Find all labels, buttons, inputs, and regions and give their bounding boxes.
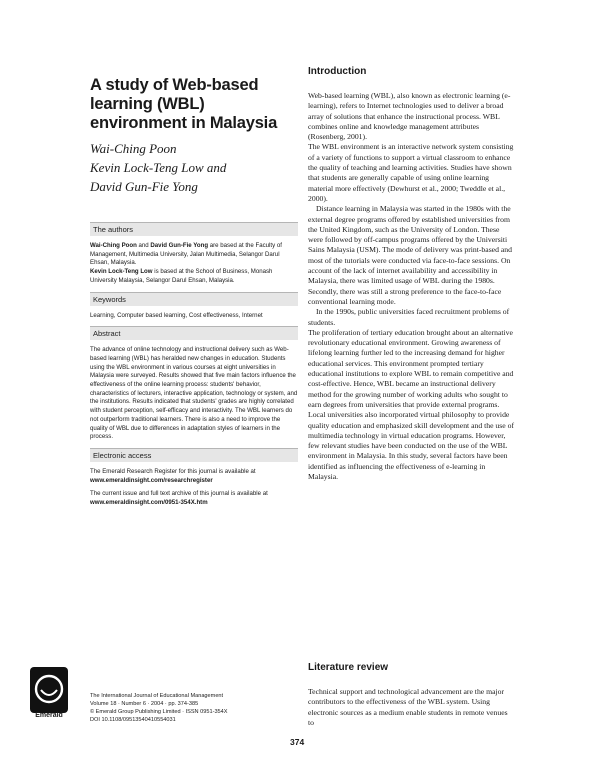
- journal-name: The International Journal of Educational Management: [90, 693, 224, 699]
- intro-paragraph: Distance learning in Malaysia was started in the 1980s with the external degree programs offered by established universities from the United Kingdom, such as the University of London. These were followed by off-campus programs offered by the Universiti Sains Malaysia (USM). The mode of delivery was print-based and most of the tutorials were conducted via face-to-face sessions. On account of the lack of internet availability and accessibility in Malaysia, there was limited usage of WBL during the 1980s. Secondly, there was still a strong preference to the face-to-face conventional learning mode.: [308, 204, 512, 306]
- journal-copyright: © Emerald Group Publishing Limited · ISSN 0951-354X: [90, 709, 228, 715]
- paper-title: [90, 76, 298, 133]
- journal-doi: DOI 10.1108/09513540410554031: [90, 717, 176, 723]
- author-line: David Gun-Fie Yong: [90, 179, 198, 194]
- introduction-heading: Introduction: [308, 66, 367, 77]
- electronic-access-header: Electronic access: [90, 448, 298, 462]
- page-number: 374: [290, 737, 305, 747]
- intro-paragraph: The WBL environment is an interactive network system consisting of a variety of functions to support a virtual classroom to enhance the quality of teaching and learning activities. Studies have shown that students are generally capable of using online learning material more effectively (Dewhurst et al., 2000; Tweddle et al., 2000).: [308, 142, 514, 203]
- literature-paragraph: Technical support and technological advancement are the major contributors to the effectiveness of the WBL system. Using electronic sources as a medium enable students in remote venues to: [308, 687, 508, 727]
- title-line: A study of Web-based: [90, 76, 259, 94]
- journal-footer: [90, 692, 300, 724]
- abstract-text: The advance of online technology and instructional delivery such as Web-based learning (WBL) has heralded new changes in education. Students using the WBL environment in various courses at eight universities in Malaysia were surveyed. Results showed that five main factors influence the effectiveness of the online learning process: students' behavior, characteristics of lecturers, interactive application, technology or system, and the institutions. Results indicated that students' grades are highly correlated with student perception, self-efficacy and interactivity. The WBL learners do not outperform traditional learners. There is also a need to improve the quality of WBL due to differences in adaptation styles of learners in the process.: [90, 346, 298, 441]
- authors-info-1: Wai-Ching Poon and David Gun-Fie Yong are based at the Faculty of Management, Multimedia University, Jalan Multimedia, Selangor Darul Ehsan, Malaysia.: [90, 242, 282, 267]
- journal-volume: Volume 18 · Number 6 · 2004 · pp. 374-385: [90, 701, 199, 707]
- intro-paragraph: In the 1990s, public universities faced recruitment problems of students.: [308, 307, 510, 327]
- authors-info-2: Kevin Lock-Teng Low is based at the School of Business, Monash University Malaysia, Selangor Darul Ehsan, Malaysia.: [90, 268, 273, 284]
- title-line: learning (WBL): [90, 95, 205, 113]
- author-line: Wai-Ching Poon: [90, 141, 177, 156]
- electronic-access-text-2: The current issue and full text archive of this journal is available at: [90, 490, 268, 498]
- abstract-section-header: Abstract: [90, 326, 298, 340]
- literature-section: [308, 662, 514, 728]
- left-column: [90, 60, 298, 508]
- keywords-section-header: Keywords: [90, 292, 298, 306]
- research-register-link[interactable]: www.emeraldinsight.com/researchregister: [90, 476, 213, 484]
- intro-paragraph: The proliferation of tertiary education brought about an alternative revolutionary educational environment. Growing awareness of lifelong learning further led to the increasing demand for higher educational services. This environment prompted tertiary educational institutions to explore WBL to remain competitive and cost-effective. Hence, WBL became an instructional delivery method for the growing number of working adults who sought to earn degrees from universities that provide external programs.: [308, 327, 514, 409]
- keywords-text: Learning, Computer based learning, Cost effectiveness, Internet: [90, 311, 263, 319]
- journal-archive-link[interactable]: www.emeraldinsight.com/0951-354X.htm: [90, 499, 208, 507]
- intro-paragraph: Local universities also incorporated virtual philosophy to provide quality education and emphasized skill development and the use of multimedia technology in virtual education programs. However, few relevant studies have been conducted on the use of the WBL environment in Malaysia. In this study, several factors have been identified as influencing the effectiveness of e-learning in Malaysia.: [308, 410, 515, 481]
- electronic-access-text-1: The Emerald Research Register for this journal is available at: [90, 467, 256, 475]
- intro-paragraph: Web-based learning (WBL), also known as electronic learning (e-learning), refers to Internet technologies used to deliver a broad array of solutions that enhance the instructional process. WBL combines online and knowledge management attributes (Rosenberg, 2001).: [308, 91, 511, 142]
- right-column: [308, 60, 514, 482]
- title-line: environment in Malaysia: [90, 114, 278, 132]
- author-line: Kevin Lock-Teng Low and: [90, 160, 227, 175]
- literature-heading: Literature review: [308, 662, 389, 673]
- authors-section-header: The authors: [90, 222, 298, 236]
- emerald-logo-label: Emerald: [35, 712, 63, 719]
